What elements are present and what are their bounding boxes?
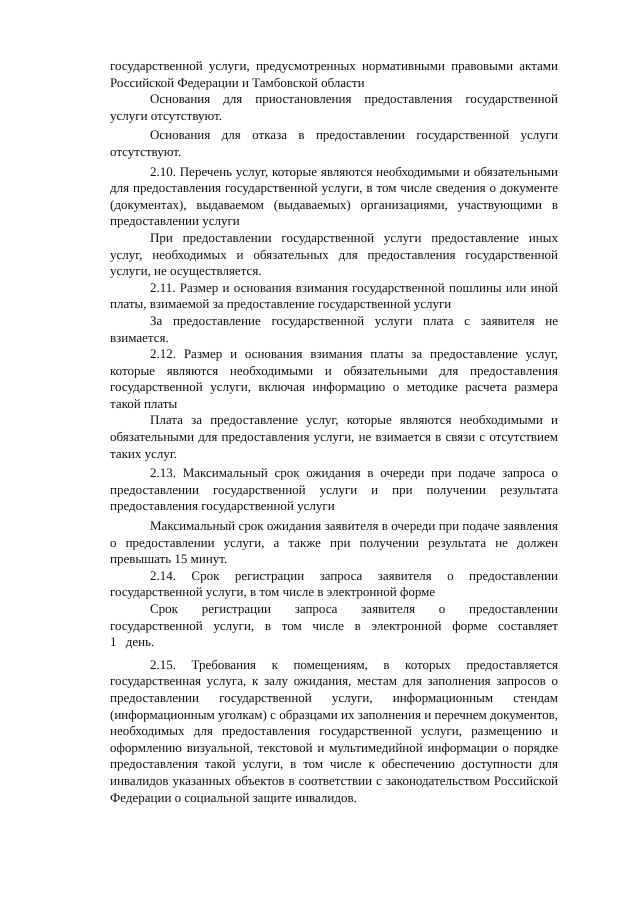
section-2-14-heading: 2.14. Срок регистрации запроса заявителя о предоставлении государственной услуги, в том числе в электронной форме — [110, 567, 558, 600]
section-2-10-heading: 2.10. Перечень услуг, которые являются необходимыми и обязательными для предоставления государственной услуги, в том числе сведения о документе (документах), выдаваемом (выдаваемых) организациями, участвующими в предоставлении услуги — [110, 163, 558, 229]
section-2-15-heading: 2.15. Требования к помещениям, в которых предоставляется государственная услуга, к залу ожидания, местам для заполнения запросов о предоставлении государственной услуги, информационным стендам (информационным уголкам) с образцами их заполнения и перечнем документов, необходимых для предоставления государственной услуги, размещению и оформлению визуальной, текстовой и мультимедийной информации о порядке предоставления такой услуги, в том числе к обеспечению доступности для инвалидов указанных объектов в соответствии с законодательством Российской Федерации о социальной защите инвалидов. — [110, 656, 558, 805]
document-page — [110, 58, 558, 806]
paragraph-no-service-fee: Плата за предоставление услуг, которые являются необходимыми и обязательными для предоставления услуги, не взимается в связи с отсутствием таких услуг. — [110, 412, 558, 461]
paragraph-suspension-grounds: Основания для приостановления предоставления государственной услуги отсутствуют. — [110, 91, 558, 123]
section-2-12-heading: 2.12. Размер и основания взимания платы за предоставление услуг, которые являются необходимыми и обязательными для предоставления государственной услуги, включая информацию о методике расчета размера такой платы — [110, 346, 558, 411]
section-2-11-heading: 2.11. Размер и основания взимания государственной пошлины или иной платы, взимаемой за предоставление государственной услуги — [110, 279, 558, 312]
paragraph-continuation: государственной услуги, предусмотренных нормативными правовыми актами Российской Федерации и Тамбовской области — [110, 58, 558, 90]
paragraph-other-services: При предоставлении государственной услуги предоставление иных услуг, необходимых и обязательных для предоставления государственной услуги, не осуществляется. — [110, 229, 558, 279]
paragraph-refusal-grounds: Основания для отказа в предоставлении государственной услуги отсутствуют. — [110, 127, 558, 159]
section-2-13-heading: 2.13. Максимальный срок ожидания в очереди при подаче запроса о предоставлении государственной услуги и при получении результата предоставления государственной услуги — [110, 465, 558, 514]
paragraph-queue-time: Максимальный срок ожидания заявителя в очереди при подаче заявления о предоставлении услуги, а также при получении результата не должен превышать 15 минут. — [110, 518, 558, 567]
paragraph-registration-time: Срок регистрации запроса заявителя о предоставлении государственной услуги, в том числе в электронной форме составляет 1 день. — [110, 601, 558, 650]
paragraph-no-fee: За предоставление государственной услуги плата с заявителя не взимается. — [110, 312, 558, 345]
